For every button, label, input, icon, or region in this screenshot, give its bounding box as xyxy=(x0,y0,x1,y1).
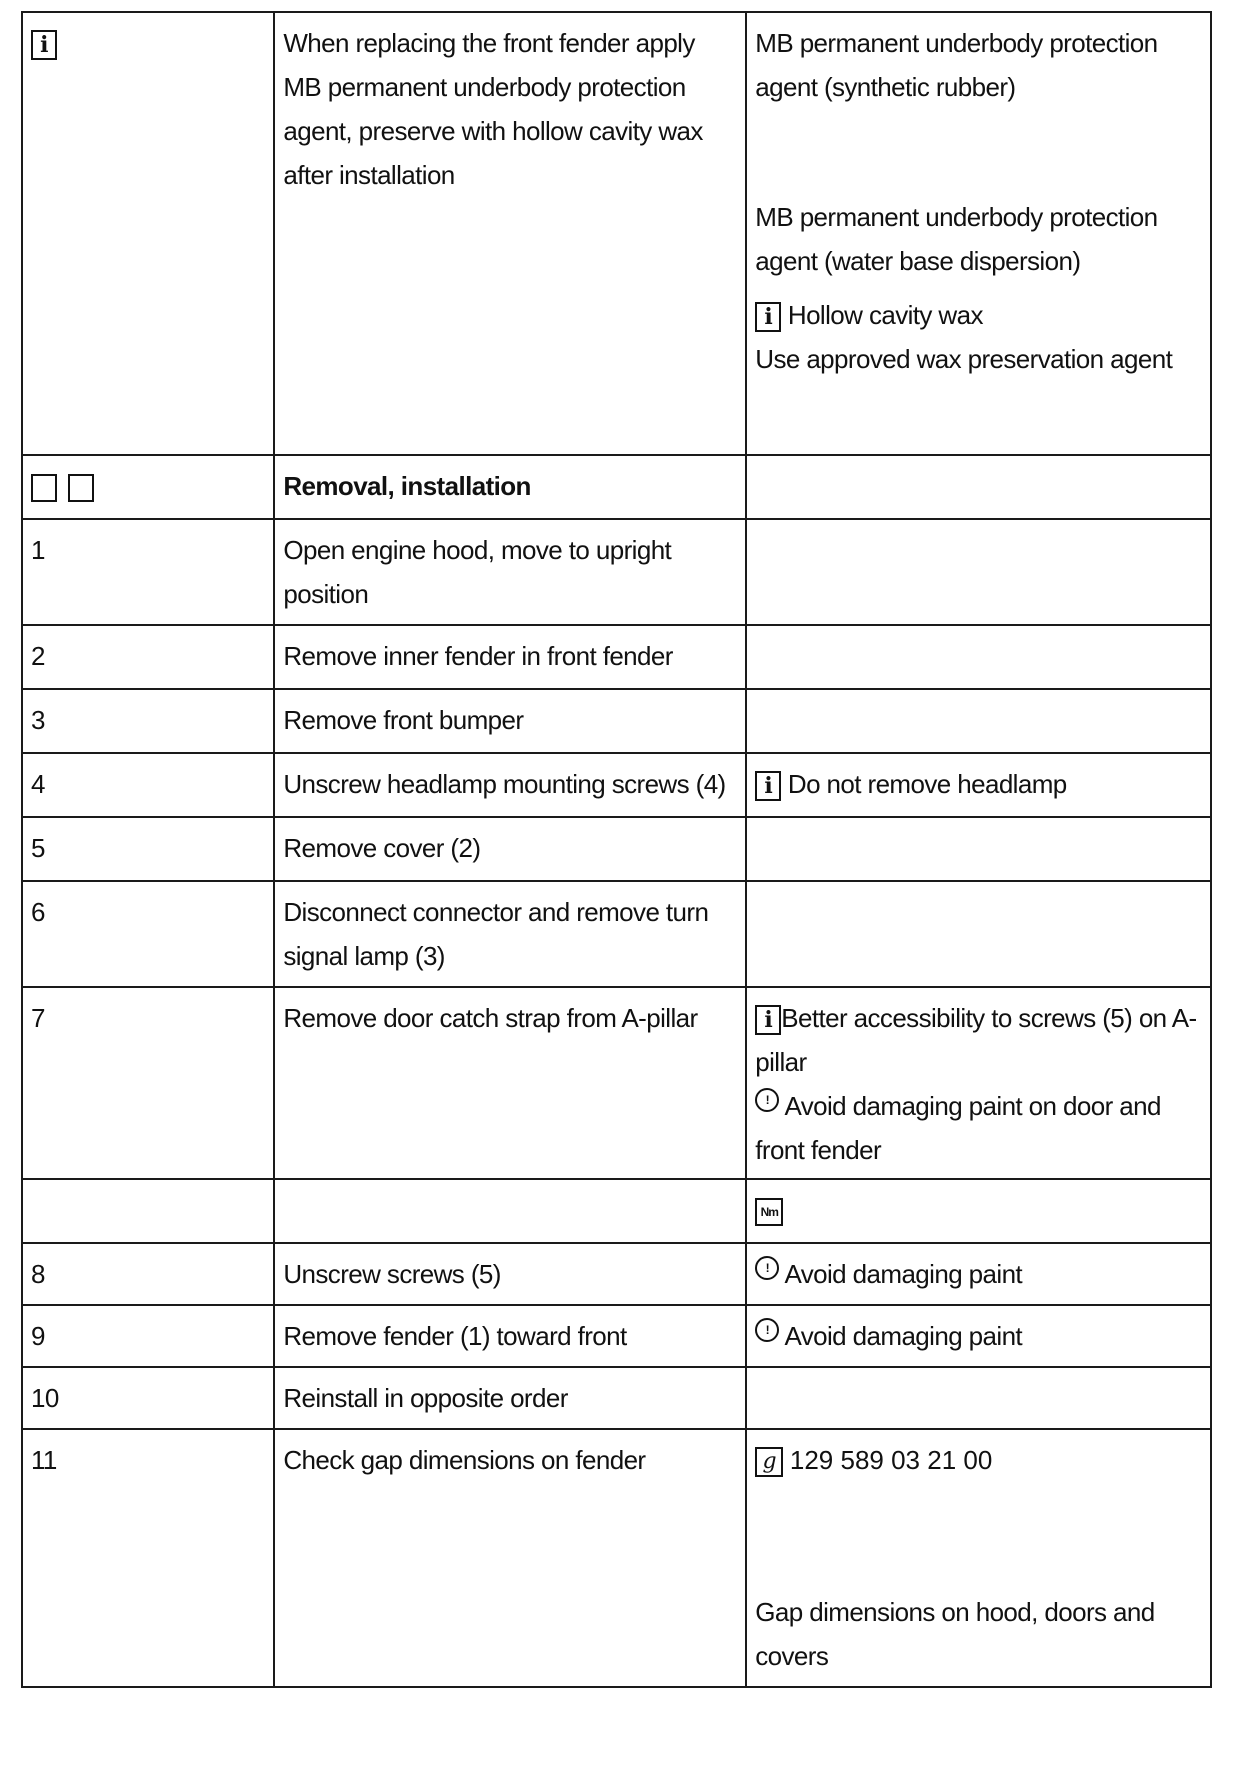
step-number: 11 xyxy=(22,1429,274,1687)
step-text: Remove cover (2) xyxy=(274,817,746,881)
step-warning: Avoid damaging paint on door and front fender xyxy=(755,1091,1161,1165)
step-note-cell xyxy=(746,1243,1211,1305)
procedure-table xyxy=(21,11,1212,1688)
table-row xyxy=(22,1305,1211,1367)
note-agent-synthetic: MB permanent underbody protection agent (synthetic rubber) xyxy=(755,28,1158,102)
info-icon: i xyxy=(755,302,781,332)
table-row xyxy=(22,1367,1211,1429)
step-note xyxy=(746,881,1211,987)
note-wax-text: Use approved wax preservation agent xyxy=(755,344,1173,374)
table-row xyxy=(22,1179,1211,1243)
step-text: Unscrew screws (5) xyxy=(274,1243,746,1305)
step-note xyxy=(746,625,1211,689)
info-icon: i xyxy=(755,771,781,801)
step-note xyxy=(746,519,1211,625)
table-row xyxy=(22,1243,1211,1305)
step-number: 7 xyxy=(22,987,274,1179)
table-row xyxy=(22,817,1211,881)
step-number: 10 xyxy=(22,1367,274,1429)
step-text: Check gap dimensions on fender xyxy=(274,1429,746,1687)
table-row-section xyxy=(22,455,1211,519)
intro-icon-cell xyxy=(22,12,274,455)
intro-description: When replacing the front fender apply MB permanent underbody protection agent, preserve with hollow cavity wax after installation xyxy=(283,28,703,190)
section-note-cell xyxy=(746,455,1211,519)
step-number: 9 xyxy=(22,1305,274,1367)
table-row xyxy=(22,1429,1211,1687)
step-note: Better accessibility to screws (5) on A-pillar xyxy=(755,1003,1197,1077)
step-number: 2 xyxy=(22,625,274,689)
step-warning: Avoid damaging paint xyxy=(784,1259,1023,1289)
step-note xyxy=(746,817,1211,881)
step-note-cell xyxy=(746,1305,1211,1367)
step-text: Disconnect connector and remove turn signal lamp (3) xyxy=(274,881,746,987)
info-icon: i xyxy=(755,1005,781,1035)
step-number: 8 xyxy=(22,1243,274,1305)
table-row xyxy=(22,987,1211,1179)
section-title: Removal, installation xyxy=(274,455,746,519)
step-number: 5 xyxy=(22,817,274,881)
step-number xyxy=(22,1179,274,1243)
step-number: 3 xyxy=(22,689,274,753)
warning-icon: ! xyxy=(755,1088,779,1112)
torque-nm-icon: Nm xyxy=(755,1198,783,1226)
step-note-cell xyxy=(746,1429,1211,1687)
warning-icon: ! xyxy=(755,1256,779,1280)
step-text: Remove door catch strap from A-pillar xyxy=(274,987,746,1179)
step-number: 4 xyxy=(22,753,274,817)
procedure-sheet xyxy=(21,11,1212,1688)
intro-note-cell xyxy=(746,12,1211,455)
step-text xyxy=(274,1179,746,1243)
table-row xyxy=(22,689,1211,753)
step-warning: Avoid damaging paint xyxy=(784,1321,1023,1351)
section-icon-cell xyxy=(22,455,274,519)
note-agent-water: MB permanent underbody protection agent (water base dispersion) xyxy=(755,202,1158,276)
info-icon: i xyxy=(31,30,57,60)
table-row xyxy=(22,881,1211,987)
table-row xyxy=(22,519,1211,625)
step-note xyxy=(746,689,1211,753)
installation-icon xyxy=(68,474,94,502)
step-text: Remove front bumper xyxy=(274,689,746,753)
step-note-cell xyxy=(746,987,1211,1179)
special-tool-icon: g xyxy=(755,1447,783,1477)
intro-description-cell xyxy=(274,12,746,455)
table-row xyxy=(22,753,1211,817)
step-note xyxy=(746,1367,1211,1429)
step-text: Unscrew headlamp mounting screws (4) xyxy=(274,753,746,817)
step-number: 6 xyxy=(22,881,274,987)
step-text: Open engine hood, move to upright position xyxy=(274,519,746,625)
step-number: 1 xyxy=(22,519,274,625)
step-text: Remove inner fender in front fender xyxy=(274,625,746,689)
step-text: Reinstall in opposite order xyxy=(274,1367,746,1429)
table-row xyxy=(22,625,1211,689)
step-note: Do not remove headlamp xyxy=(787,769,1067,799)
step-note-bottom: Gap dimensions on hood, doors and covers xyxy=(755,1597,1155,1671)
removal-icon xyxy=(31,474,57,502)
special-tool-number: 129 589 03 21 00 xyxy=(789,1445,993,1475)
step-note-cell xyxy=(746,1179,1211,1243)
step-text: Remove fender (1) toward front xyxy=(274,1305,746,1367)
table-row-intro xyxy=(22,12,1211,455)
warning-icon: ! xyxy=(755,1318,779,1342)
note-wax-title: Hollow cavity wax xyxy=(787,300,983,330)
step-note-cell xyxy=(746,753,1211,817)
